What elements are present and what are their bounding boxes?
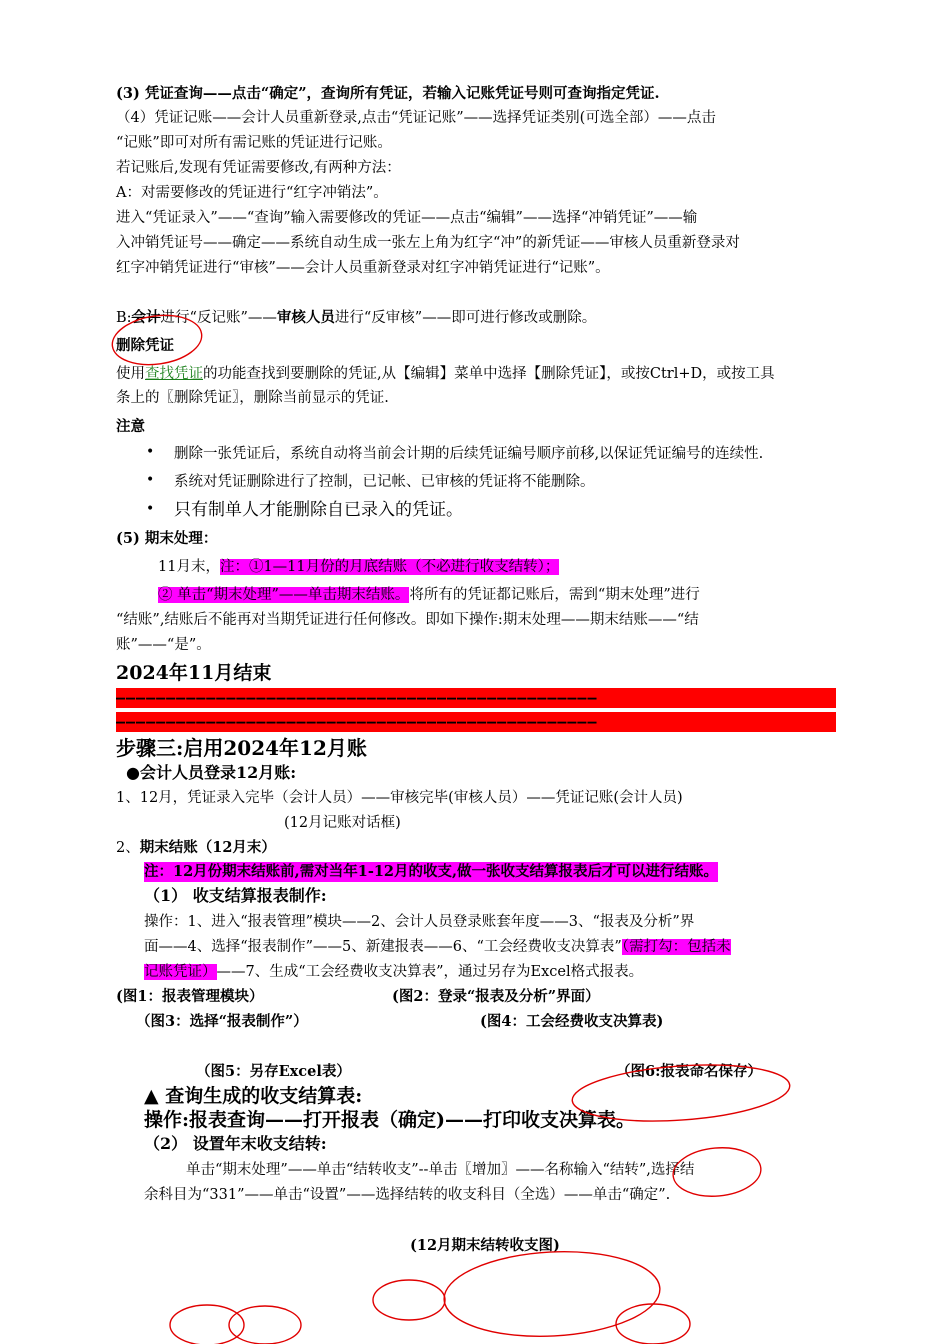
note-heading: 注意 [116,418,145,435]
figure-2-caption: (图2：登录“报表及分析”界面） [392,988,600,1005]
carry-forward-line-1: 单击“期末处理”——单击“结转收支”--单击〖增加〗——名称输入“结转”,选择结 [186,1162,695,1178]
method-a-line-3: 红字冲销凭证进行“审核”——会计人员重新登录对红字冲销凭证进行“记账”。 [116,260,610,276]
november-note-highlight: 注：①1—11月份的月底结账（不必进行收支结转）； [219,559,560,575]
report-op-line-1: 操作：1、进入“报表管理”模块——2、会计人员登录账套年度——3、“报表及分析”界 [144,914,695,930]
delete-heading: 删除凭证 [116,337,174,354]
method-b-auditor: 审核人员 [276,309,335,326]
annotation-ellipse [442,1246,662,1341]
find-voucher-link[interactable]: 查找凭证 [145,366,203,382]
november-end-title: 2024年11月结束 [116,662,272,684]
voucher-posting-line-2: “记账”即可对所有需记账的凭证进行记账。 [116,135,392,151]
december-close-note: 注：12月份期末结账前,需对当年1-12月的收支,做一张收支结算报表后才可以进行结账。 [144,863,719,880]
carry-forward-figure-caption: (12月期末结转收支图) [410,1237,560,1254]
note-item-3: 只有制单人才能删除自已录入的凭证。 [174,500,463,520]
query-report-op: 操作:报表查询——打开报表（确定)——打印收支决算表。 [144,1109,636,1131]
annotation-ellipse [570,1058,791,1127]
report-subheading: （1） 收支结算报表制作: [144,886,327,905]
delete-usage-rest: 的功能查找到要删除的凭证,从【编辑】菜单中选择【删除凭证】，或按Ctrl+D，或按工具 [203,366,775,382]
annotation-ellipse [170,1305,244,1344]
bullet-icon: • [146,444,155,460]
method-b-accountant: 会计 [131,309,161,326]
annotation-ellipse [671,1144,763,1199]
method-b-mid: 进行“反记账”—— [160,310,277,326]
annotation-ellipse [109,310,205,370]
item-2-bold: 期末结账（12月末） [139,839,276,856]
report-op-line-3-rest: ——7、生成“工会经费收支决算表”，通过另存为Excel格式报表。 [216,964,644,980]
voucher-query-line: (3) 凭证查询——点击“确定”，查询所有凭证，若输入记账凭证号则可查询指定凭证. [116,85,660,102]
modify-intro: 若记账后,发现有凭证需要修改,有两种方法： [116,160,401,176]
month-close-line-2: “结账”,结账后不能再对当期凭证进行任何修改。即如下操作:期末处理——期末结账——“结 [116,612,699,628]
annotation-ellipse [616,1304,690,1344]
month-close-rest: 将所有的凭证都记账后，需到“期末处理”进行 [409,587,700,603]
december-item-1: 1、12月，凭证录入完毕（会计人员）——审核完毕(审核人员）——凭证记账(会计人员) [116,790,683,806]
separator-bar-1: ———————————————————————————————————————————————— [116,688,836,708]
delete-usage-line-2: 条上的〖删除凭证〗，删除当前显示的凭证. [116,390,389,406]
bullet-icon: • [146,501,155,517]
december-login: ●会计人员登录12月账: [126,763,297,782]
annotation-ellipse [229,1306,301,1344]
period-end-heading: (5) 期末处理： [116,530,218,547]
report-op-highlight-1: （需打勾：包括未 [621,939,731,955]
november-prefix: 11月末， [158,559,220,575]
separator-bar-2: ———————————————————————————————————————————————— [116,712,836,732]
method-b-prefix: B: [116,310,132,326]
report-op-highlight-2: 记账凭证） [144,964,217,980]
voucher-posting-line: （4）凭证记账——会计人员重新登录,点击“凭证记账”——选择凭证类别(可选全部）——点击 [116,110,716,126]
method-a-line-2: 入冲销凭证号——确定——系统自动生成一张左上角为红字“冲”的新凭证——审核人员重新登录对 [116,235,740,251]
figure-4-caption: (图4：工会经费收支决算表) [480,1013,664,1030]
carry-forward-line-2: 余科目为“331”——单击“设置”——选择结转的收支科目（全选）——单击“确定”. [144,1187,671,1203]
report-op-line-2-prefix: 面——4、选择“报表制作”——5、新建报表——6、“工会经费收支决算表” [144,939,622,955]
month-close-highlight: ② 单击“期末处理”——单击期末结账。 [158,587,410,603]
bullet-icon: • [146,472,155,488]
posting-dialog-caption: (12月记账对话框) [284,815,401,831]
method-a-line-1: 进入“凭证录入”——“查询”输入需要修改的凭证——点击“编辑”——选择“冲销凭证”——输 [116,210,698,226]
note-item-2: 系统对凭证删除进行了控制，已记帐、已审核的凭证将不能删除。 [174,474,595,490]
month-close-line-3: 账”——“是”。 [116,637,211,653]
step3-title: 步骤三:启用2024年12月账 [116,736,367,760]
figure-5-caption: （图5：另存Excel表） [196,1063,351,1080]
note-item-1: 删除一张凭证后，系统自动将当前会计期的后续凭证编号顺序前移,以保证凭证编号的连续性. [174,446,764,462]
method-a-title: A：对需要修改的凭证进行“红字冲销法”。 [116,185,388,201]
delete-usage-prefix: 使用 [116,366,145,382]
figure-3-caption: （图3：选择“报表制作”） [136,1013,308,1030]
figure-6-caption: （图6:报表命名保存） [616,1063,762,1080]
item-2-prefix: 2、 [116,840,140,856]
method-b-end: 进行“反审核”——即可进行修改或删除。 [334,310,597,326]
carry-forward-subheading: （2） 设置年末收支结转: [144,1134,327,1153]
figure-1-caption: (图1：报表管理模块） [116,988,264,1005]
annotation-ellipse [373,1280,445,1320]
query-report-title: ▲ 查询生成的收支结算表: [144,1085,363,1107]
